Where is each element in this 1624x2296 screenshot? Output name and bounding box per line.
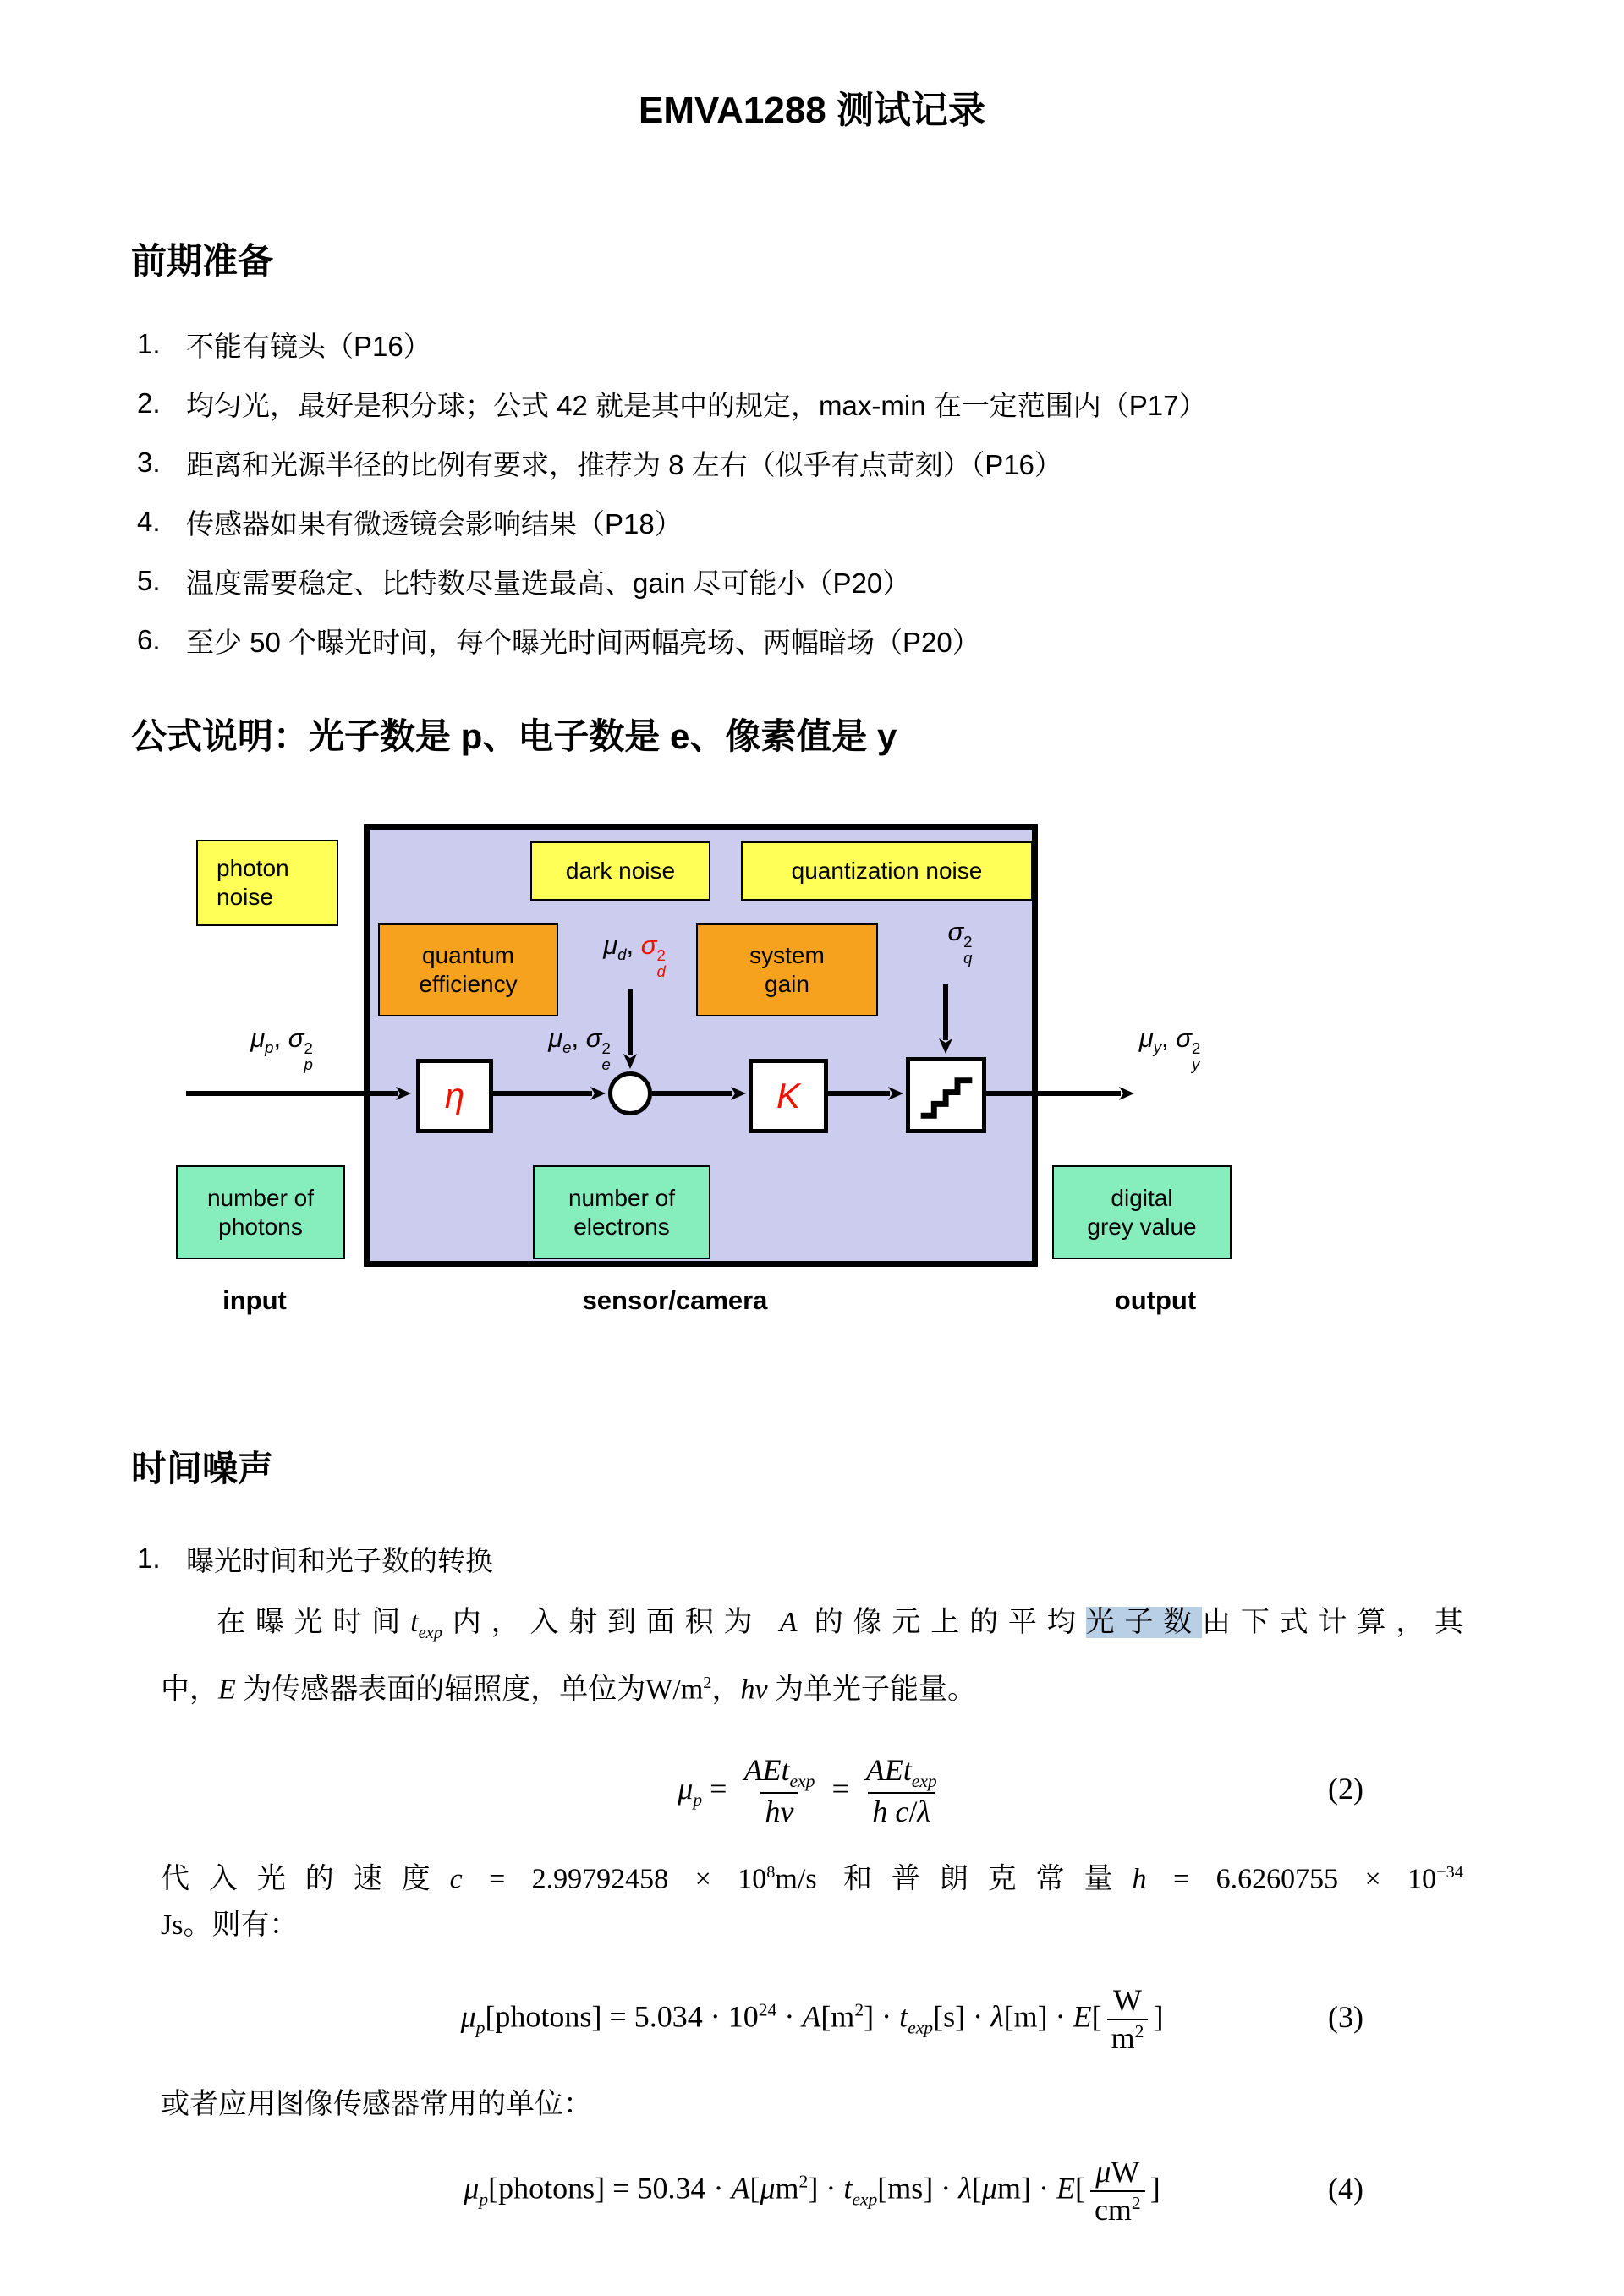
quantum-efficiency-node — [416, 1059, 493, 1133]
list-item — [137, 374, 1206, 433]
formula-4-content: $\mu_p[photons] = 50.34 \cdot A[\mu m^2] \cdot t_{exp}[ms] \cdot \lambda[\mu m] \cdot E$[ $\frac{\mu W}{cm^2}$ ] — [464, 2155, 1160, 2228]
number-of-electrons-line1: number of — [568, 1184, 676, 1211]
formula-2 — [161, 1734, 1463, 1844]
list-item — [137, 492, 1206, 551]
equation-number-2: (2) — [1328, 1772, 1363, 1806]
photon-noise-label-line2: noise — [217, 884, 273, 910]
system-gain-node — [749, 1059, 828, 1133]
list-item-text: 传感器如果有微透镜会影响结果（P18） — [186, 507, 683, 540]
adder-node — [608, 1071, 652, 1115]
prep-list — [137, 315, 1206, 670]
formula-3 — [161, 1970, 1463, 2063]
list-item-text: 距离和光源半径的比例有要求，推荐为 8 左右（似乎有点苛刻）（P16） — [186, 448, 1062, 480]
quantizer-node — [906, 1057, 986, 1133]
system-gain-box — [696, 923, 878, 1016]
list-item — [137, 551, 1206, 611]
list-item-number: 1. — [137, 1543, 161, 1574]
list-item — [137, 1529, 493, 1588]
photon-mu-sigma-label: $\mu_p$, σ 2 p — [250, 1023, 313, 1073]
list-item-text: 至少 50 个曝光时间，每个曝光时间两幅亮场、两幅暗场（P20） — [186, 626, 980, 658]
list-item-text: 温度需要稳定、比特数尽量选最高、gain 尽可能小（P20） — [186, 567, 911, 599]
list-item-number: 5. — [137, 565, 161, 596]
system-gain-label-line2: gain — [765, 971, 809, 997]
electron-mu-sigma-label: $\mu_e$, σ 2 e — [548, 1023, 611, 1073]
list-item-text: 曝光时间和光子数的转换 — [186, 1544, 493, 1576]
list-item — [137, 611, 1206, 670]
staircase-icon — [914, 1065, 979, 1126]
list-item — [137, 315, 1206, 374]
number-of-electrons-line2: electrons — [573, 1213, 670, 1240]
quantization-noise-box — [741, 841, 1033, 901]
digital-grey-value-box — [1052, 1165, 1232, 1259]
eta-symbol: η — [444, 1076, 465, 1115]
number-of-photons-line1: number of — [206, 1184, 315, 1211]
quantum-efficiency-label-line1: quantum — [422, 942, 514, 969]
number-of-photons-line2: photons — [218, 1213, 303, 1240]
list-item-number: 6. — [137, 624, 161, 655]
digital-grey-value-line1: digital — [1111, 1184, 1173, 1211]
photon-noise-box — [196, 840, 338, 926]
number-of-electrons-box — [533, 1165, 710, 1259]
formula-4 — [161, 2142, 1463, 2235]
dark-signal-mu-sigma-label: $\mu_d$, σ 2 d — [603, 930, 666, 980]
list-item — [137, 433, 1206, 492]
dark-noise-box — [530, 841, 710, 901]
list-item-number: 3. — [137, 447, 161, 478]
quantization-sigma-label: σ 2 q — [947, 917, 973, 967]
photon-noise-label-line1: photon — [217, 855, 289, 882]
dark-noise-label: dark noise — [565, 858, 676, 885]
list-item-text: 均匀光，最好是积分球；公式 42 就是其中的规定，max-min 在一定范围内（P17） — [186, 389, 1207, 421]
formula-3-content: $\mu_p[photons] = 5.034 \cdot 10^{24} \cdot A[m^2] \cdot t_{exp}[s] \cdot \lambda[m] \cdot E$[ $\frac{W}{m^2}$ ] — [461, 1983, 1164, 2057]
list-item-text: 不能有镜头（P16） — [186, 330, 431, 362]
system-gain-label-line1: system — [749, 942, 825, 969]
paragraph-line: Js。则有： — [161, 1910, 299, 1941]
paragraph-line: 代入光的速度$c = 2.99792458 \times 10^8m/s$ 和普朗克常量$h = 6.6260755 \times 10^{-34}$ — [161, 1863, 1463, 1895]
section-heading-prep: 前期准备 — [131, 241, 274, 281]
sensor-camera-caption: sensor/camera — [582, 1285, 768, 1315]
quantization-noise-label: quantization noise — [791, 858, 983, 885]
temporal-list — [137, 1529, 493, 1588]
page-title: EMVA1288 测试记录 — [639, 90, 985, 131]
quantum-efficiency-box — [378, 923, 558, 1016]
paragraph-line: 或者应用图像传感器常用的单位： — [161, 2089, 592, 2120]
camera-model-diagram — [169, 822, 1413, 1329]
equation-number-4: (4) — [1328, 2172, 1363, 2206]
section-heading-temporal-noise: 时间噪声 — [131, 1449, 274, 1488]
list-item-number: 4. — [137, 506, 161, 537]
number-of-photons-box — [176, 1165, 345, 1259]
output-mu-sigma-label: $\mu_y$, σ 2 y — [1138, 1023, 1201, 1073]
gain-k-symbol: K — [776, 1076, 800, 1115]
formula-2-content: $\mu_p$ = $\frac{AEt_{exp}}{hv}$ = $\frac{AEt_{exp}}{\text{h c/λ}}$ — [678, 1753, 946, 1830]
paragraph-line: 在曝光时间$t_{exp}$内，入射到面积为 A 的像元上的平均光子数由下式计算，其 — [217, 1607, 1464, 1642]
list-item-number: 1. — [137, 328, 161, 359]
output-caption: output — [1114, 1285, 1197, 1315]
equation-number-3: (3) — [1328, 2000, 1363, 2034]
quantum-efficiency-label-line2: efficiency — [419, 971, 518, 997]
section-heading-formula-note: 公式说明：光子数是 p、电子数是 e、像素值是 y — [131, 716, 897, 756]
digital-grey-value-line2: grey value — [1087, 1213, 1197, 1240]
paragraph-line: 中，E 为传感器表面的辐照度，单位为$W/m^2$，hv 为单光子能量。 — [161, 1674, 977, 1706]
input-caption: input — [222, 1285, 287, 1315]
list-item-number: 2. — [137, 387, 161, 419]
